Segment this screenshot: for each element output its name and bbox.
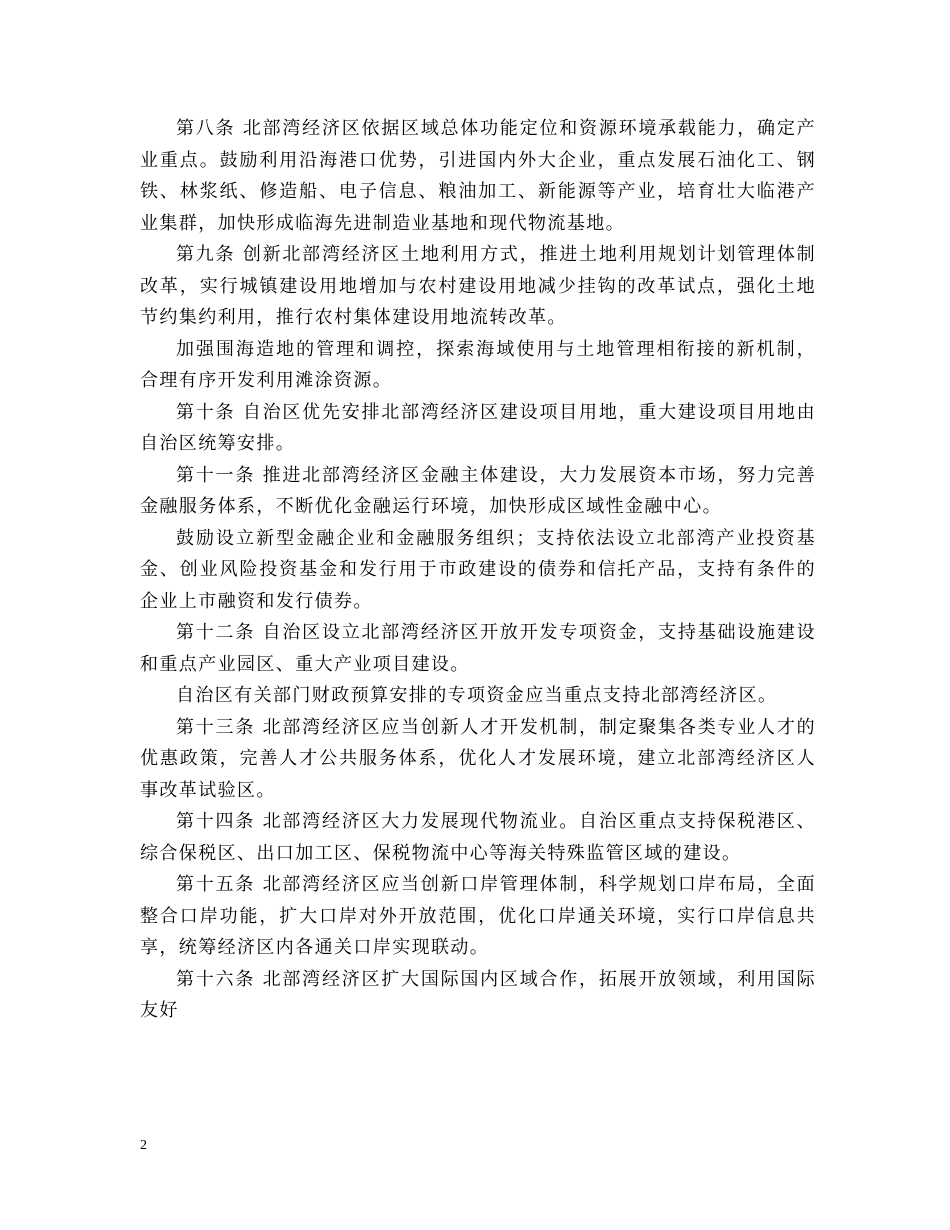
paragraph-article-12: 第十二条 自治区设立北部湾经济区开放开发专项资金，支持基础设施建设和重点产业园区、重大产业项目建设。 <box>140 622 816 675</box>
paragraph-article-15: 第十五条 北部湾经济区应当创新口岸管理体制，科学规划口岸布局，全面整合口岸功能，扩大口岸对外开放范围，优化口岸通关环境，实行口岸信息共享，统筹经济区内各通关口岸实现联动。 <box>140 874 816 958</box>
paragraph-article-11-cont: 鼓励设立新型金融企业和金融服务组织；支持依法设立北部湾产业投资基金、创业风险投资基金和发行用于市政建设的债券和信托产品，支持有条件的企业上市融资和发行债券。 <box>140 527 816 612</box>
page-number: 2 <box>140 1138 147 1153</box>
paragraph-article-8: 第八条 北部湾经济区依据区域总体功能定位和资源环境承载能力，确定产业重点。鼓励利用沿海港口优势，引进国内外大企业，重点发展石油化工、钢铁、林浆纸、修造船、电子信息、粮油加工、新能源等产业，培育壮大临港产业集群，加快形成临海先进制造业基地和现代物流基地。 <box>140 118 816 234</box>
paragraph-article-14: 第十四条 北部湾经济区大力发展现代物流业。自治区重点支持保税港区、综合保税区、出口加工区、保税物流中心等海关特殊监管区域的建设。 <box>140 811 816 864</box>
paragraph-article-16: 第十六条 北部湾经济区扩大国际国内区域合作，拓展开放领域，利用国际友好 <box>140 968 816 1021</box>
paragraph-article-12-cont: 自治区有关部门财政预算安排的专项资金应当重点支持北部湾经济区。 <box>176 685 778 706</box>
paragraph-article-13: 第十三条 北部湾经济区应当创新人才开发机制，制定聚集各类专业人才的优惠政策，完善人才公共服务体系，优化人才发展环境，建立北部湾经济区人事改革试验区。 <box>140 716 816 801</box>
paragraph-article-10: 第十条 自治区优先安排北部湾经济区建设项目用地，重大建设项目用地由自治区统筹安排。 <box>140 401 816 454</box>
paragraph-article-9: 第九条 创新北部湾经济区土地利用方式，推进土地利用规划计划管理体制改革，实行城镇建设用地增加与农村建设用地减少挂钩的改革试点，强化土地节约集约利用，推行农村集体建设用地流转改革。 <box>140 244 816 328</box>
paragraph-article-11: 第十一条 推进北部湾经济区金融主体建设，大力发展资本市场，努力完善金融服务体系，不断优化金融运行环境，加快形成区域性金融中心。 <box>140 464 816 517</box>
paragraph-article-9-cont: 加强围海造地的管理和调控，探索海域使用与土地管理相衔接的新机制，合理有序开发利用滩涂资源。 <box>140 338 816 391</box>
document-body <box>140 113 816 1027</box>
